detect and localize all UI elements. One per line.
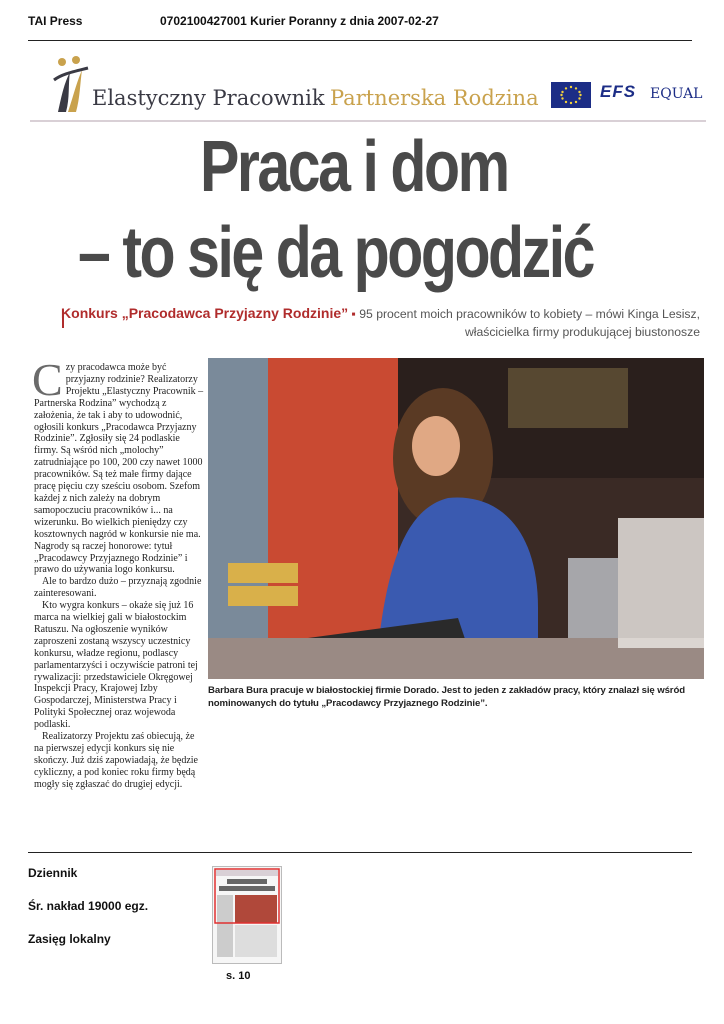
- source-reference: 0702100427001 Kurier Poranny z dnia 2007-02-27: [160, 14, 439, 28]
- photo-caption: Barbara Bura pracuje w białostockiej firmie Dorado. Jest to jeden z zakładów pracy, który znalazł się wśród nominowanych do tytułu „Pracodawcy Przyjaznego Rodzinie”.: [208, 685, 685, 709]
- eu-flag-icon: [551, 82, 591, 108]
- newspaper-clipping: [30, 48, 706, 848]
- efs-logo: EFS: [600, 82, 637, 101]
- publication-type: Dziennik: [28, 866, 78, 880]
- publisher-label: TAI Press: [28, 14, 83, 28]
- page-thumbnail: [212, 866, 282, 964]
- headline-line-2: – to się da pogodzić: [78, 213, 594, 293]
- page-number: s. 10: [226, 970, 251, 982]
- deck-quote: 95 procent moich pracowników to kobiety – mówi Kinga Lesisz, właścicielka firmy produkującej biustonosze: [359, 307, 700, 339]
- contest-name: Konkurs „Pracodawca Przyjazny Rodzinie”: [61, 305, 349, 321]
- headline-line-1: Praca i dom: [200, 127, 508, 207]
- drop-cap: C: [32, 354, 63, 405]
- body-paragraph: Ale to bardzo dużo – przyznają zgodnie zainteresowani.: [34, 576, 202, 600]
- article-body: [32, 354, 206, 791]
- deck-bullet: ▪: [351, 307, 356, 321]
- brand-primary: Elastyczny Pracownik: [92, 86, 325, 110]
- project-banner: [30, 48, 706, 122]
- reach: Zasięg lokalny: [28, 932, 111, 946]
- document-header: [28, 14, 696, 34]
- body-paragraph: Kto wygra konkurs – okaże się już 16 marca na wielkiej gali w białostockim Ratuszu. Na ogłoszenie wyników zaproszeni zostaną wszyscy uczestnicy konkursu, władze regionu, podlascy parlamentarzyści i oczywiście patroni tej rywalizacji: przedstawiciele Okręgowej Inspekcji Pracy, Krajowej Izby Gospodarczej, Ministerstwa Pracy i Polityki Społecznej oraz wojewoda podlaski.: [34, 600, 198, 731]
- brand-secondary: Partnerska Rodzina: [330, 86, 539, 110]
- header-divider: [28, 40, 692, 41]
- article-photo: [208, 358, 704, 679]
- figures-logo-icon: [48, 54, 98, 114]
- body-paragraph: zy pracodawca może być przyjazny rodzinie? Realizatorzy Projektu „Elastyczny Pracownik – Partnerska Rodzina” wychodzą z założenia, że tak i aby to udowodnić, ogłosili konkurs „Pracodawca Przyjazny Rodzinie”. Zgłosiły się 24 podlaskie firmy. Są wśród nich „molochy” zatrudniające po 100, 200 czy nawet 1000 pracowników. Są też małe firmy dające pracę pięciu czy sześciu osobom. Szefom każdej z nich zależy na dobrym samopoczuciu pracowników i... na wizerunku. Bo wielkich pieniędzy czy kosztownych nagród w konkursie nie ma. Nagrody są raczej honorowe: tytuł „Pracodawcy Przyjaznego Rodzinie” i prawo do używania logo konkursu.: [34, 362, 204, 576]
- equal-logo: EQUAL: [650, 86, 703, 102]
- circulation: Śr. nakład 19000 egz.: [28, 899, 149, 913]
- article-deck: [60, 304, 700, 341]
- footer-divider: [28, 852, 692, 853]
- body-paragraph: Realizatorzy Projektu zaś obiecują, że na pierwszej edycji konkurs się nie skończy. Już dziś zapowiadają, że będzie cykliczny, a pod koniec roku firmy będą mogły się zgłaszać do drugiej edycji.: [34, 731, 198, 790]
